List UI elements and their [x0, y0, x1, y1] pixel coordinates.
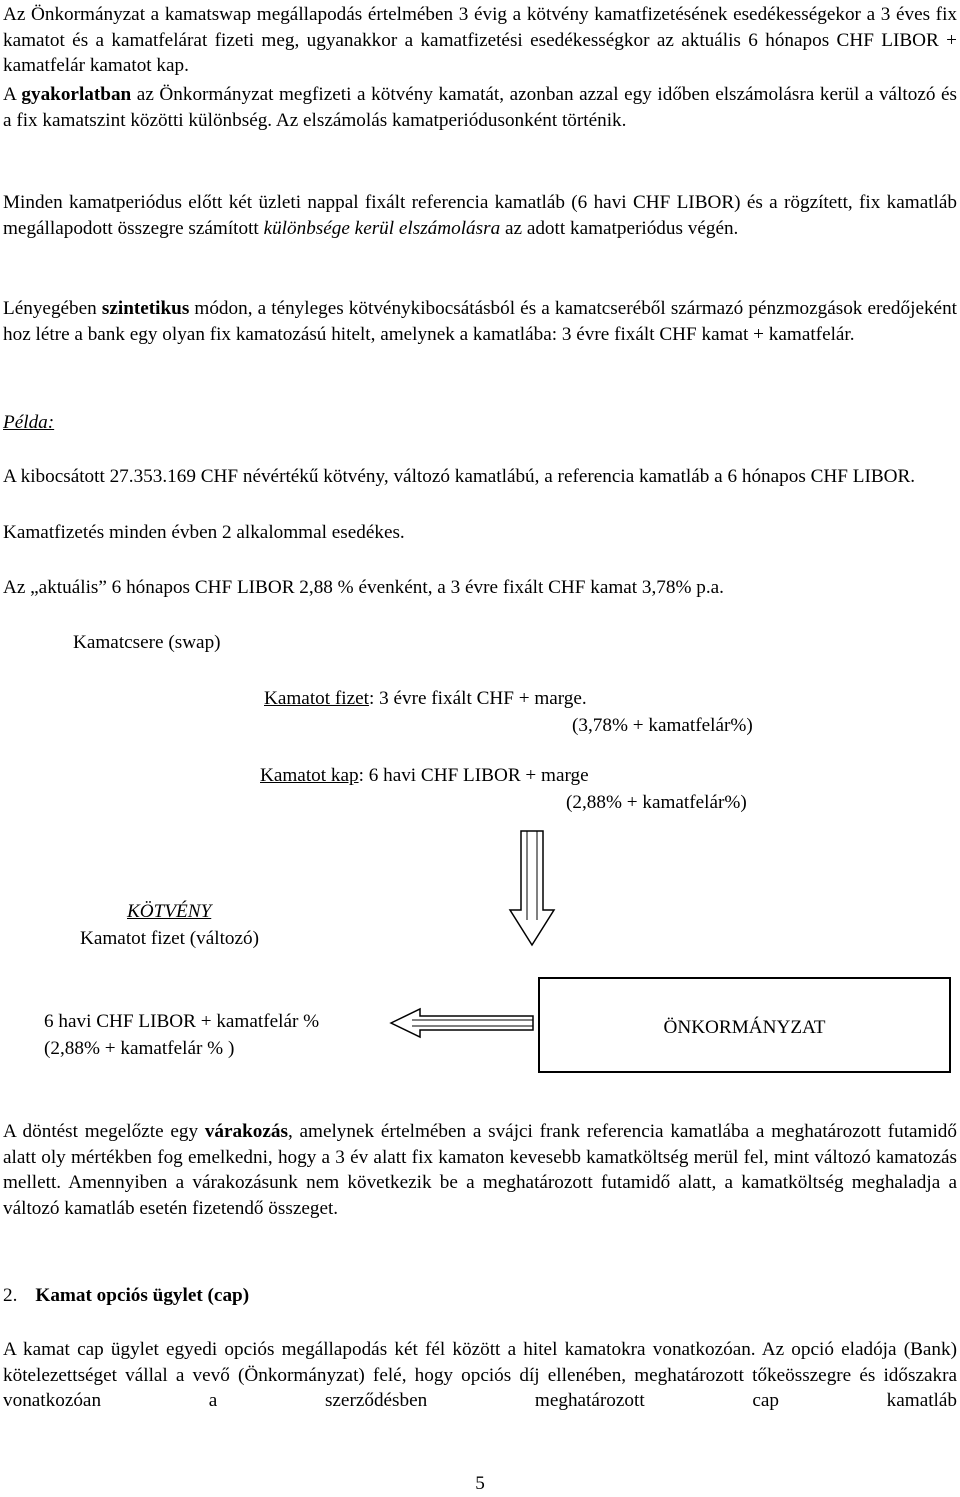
section-heading: [3, 1283, 249, 1308]
text-run: az adott kamatperiódus végén.: [500, 217, 739, 239]
paragraph-swap-obligation: Az Önkormányzat a kamatswap megállapodás értelmében 3 évig a kötvény kamatfizetésének esedékességekor a 3 éves fix kamatot és a kamatfelárat fizeti meg, ugyanakkor a kamatfizetési esedékességkor az aktuális 6 hónapos CHF LIBOR + kamatfelár kamatot kap.: [3, 4, 957, 77]
swap-receives-line: [260, 763, 589, 788]
bold-term-expectation: várakozás: [204, 1121, 288, 1142]
italic-term-difference: különbsége kerül elszámolásra: [263, 217, 501, 239]
municipality-label: ÖNKORMÁNYZAT: [663, 1017, 826, 1038]
municipality-box: [538, 977, 951, 1073]
bond-title: KÖTVÉNY: [127, 901, 212, 922]
libor-line-2: (2,88% + kamatfelár % ): [44, 1038, 235, 1059]
paragraph-synthetic: [3, 296, 957, 347]
receives-text: : 6 havi CHF LIBOR + marge: [358, 765, 589, 786]
paragraph-payment-frequency: Kamatfizetés minden évben 2 alkalommal esedékes.: [3, 522, 405, 543]
paragraph-expectation: [3, 1119, 957, 1221]
paragraph-cap-option: A kamat cap ügylet egyedi opciós megállapodás két fél között a hitel kamatokra vonatkozóan. Az opció eladója (Bank) kötelezettséget vállal a vevő (Önkormányzat) felé, hogy opciós díj ellenében, meghatározott tőkeösszegre és időszakra vonatkozóan a szerződésben meghatározott cap kamatláb: [3, 1339, 957, 1412]
section-number: 2.: [3, 1285, 18, 1306]
example-heading: Példa:: [3, 412, 55, 433]
bold-term-synthetic: szintetikus: [101, 298, 190, 319]
text-run: Minden kamatperiódus előtt két üzleti nappal fixált referencia kamatláb (6 havi CHF LIBOR) és a rögzített, fix kamatláb megállapodott összegre számított: [3, 192, 957, 239]
text-run: , amelynek értelmében a svájci frank referencia kamatlába a meghatározott futamidő alatt oly mértékben fog emelkedni, hogy a 3 év alatt fix kamaton kevesebb kamatköltség merül fel, mint változó kamatozás mellett. Amennyiben a várakozásunk nem következik be a meghatározott futamidő alatt, a kamatköltség meghaladja a változó kamatláb esetén fizetendő összeget.: [3, 1121, 957, 1219]
text-run: A döntést megelőzte egy: [3, 1121, 205, 1142]
section-title: Kamat opciós ügylet (cap): [35, 1285, 250, 1306]
receives-label: Kamatot kap: [260, 765, 359, 786]
paragraph-current-rates: Az „aktuális” 6 hónapos CHF LIBOR 2,88 % évenként, a 3 évre fixált CHF kamat 3,78% p.a.: [3, 577, 724, 598]
text-run: Lényegében: [3, 298, 102, 319]
down-arrow-icon: [507, 828, 557, 948]
paragraph-bond-issue: A kibocsátott 27.353.169 CHF névértékű kötvény, változó kamatlábú, a referencia kamatláb a 6 hónapos CHF LIBOR.: [3, 466, 916, 487]
bond-pays-variable: Kamatot fizet (változó): [80, 928, 260, 949]
text-run: az Önkormányzat megfizeti a kötvény kamatát, azonban azzal egy időben elszámolásra kerül a változó és a fix kamatszint közötti különbség. Az elszámolás kamatperiódusonként történik.: [3, 84, 957, 131]
pays-label: Kamatot fizet: [264, 688, 369, 709]
page-number: 5: [475, 1473, 485, 1494]
paragraph-practice: [3, 82, 957, 133]
swap-pays-line: [264, 686, 587, 711]
bold-term-practice: gyakorlatban: [21, 84, 132, 105]
pays-text: : 3 évre fixált CHF + marge.: [368, 688, 587, 709]
swap-title: Kamatcsere (swap): [73, 632, 221, 653]
swap-receives-rate: (2,88% + kamatfelár%): [566, 792, 747, 813]
libor-line-1: 6 havi CHF LIBOR + kamatfelár %: [44, 1011, 320, 1032]
text-run: A: [3, 84, 22, 105]
text-run: módon, a tényleges kötvénykibocsátásból és a kamatcseréből származó pénzmozgások eredőjeként hoz létre a bank egy olyan fix kamatozású hitelt, amelynek a kamatlába: 3 évre fixált CHF kamat + kamatfelár.: [3, 298, 957, 345]
left-arrow-icon: [388, 1005, 536, 1041]
swap-pays-rate: (3,78% + kamatfelár%): [572, 715, 753, 736]
paragraph-interest-period: [3, 190, 957, 241]
